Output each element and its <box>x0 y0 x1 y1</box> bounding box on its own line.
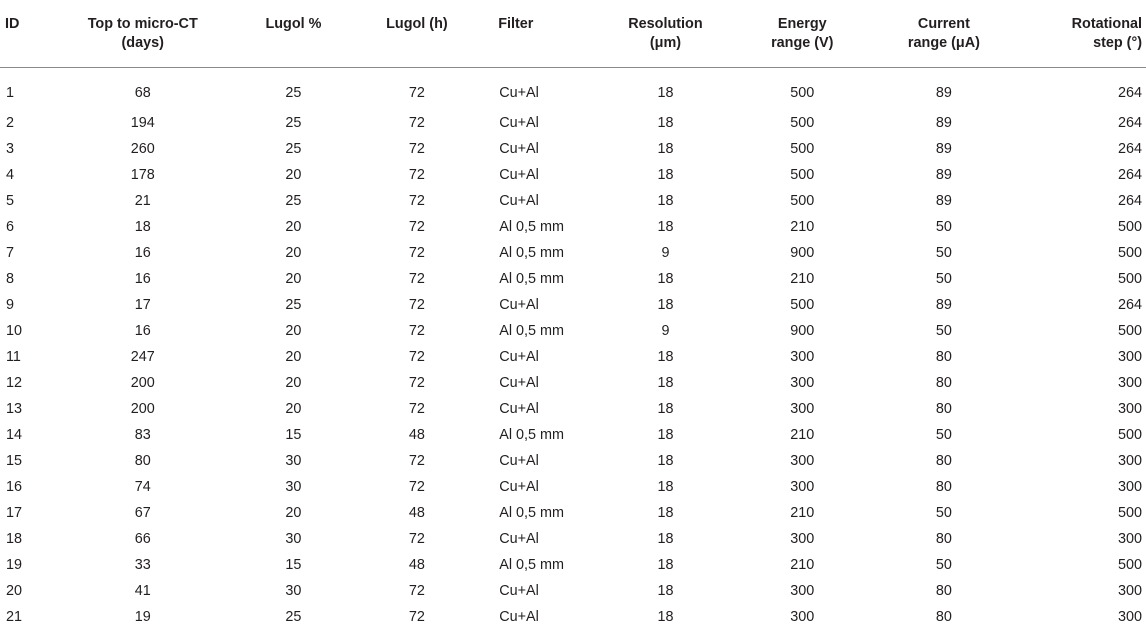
table-row <box>0 604 1146 630</box>
table-row <box>0 240 1146 266</box>
cell-id: 7 <box>6 244 15 261</box>
cell-top-to-micro-ct: 67 <box>134 504 151 521</box>
cell-lugol-percent: 25 <box>285 296 302 313</box>
cell-energy-range: 300 <box>790 374 815 391</box>
cell-rotational-step: 500 <box>1117 556 1142 573</box>
cell-resolution: 18 <box>657 452 674 469</box>
cell-filter: Cu+Al <box>499 192 539 209</box>
table-row <box>0 526 1146 552</box>
table-row <box>0 474 1146 500</box>
cell-id: 10 <box>6 322 23 339</box>
cell-rotational-step: 500 <box>1117 504 1142 521</box>
table-row <box>0 136 1146 162</box>
table-row <box>0 214 1146 240</box>
cell-current-range: 50 <box>935 244 952 261</box>
cell-energy-range: 210 <box>790 504 815 521</box>
cell-energy-range: 500 <box>790 114 815 131</box>
cell-current-range: 89 <box>935 166 952 183</box>
cell-top-to-micro-ct: 83 <box>134 426 151 443</box>
cell-rotational-step: 264 <box>1117 192 1142 209</box>
header-row <box>0 0 1146 67</box>
cell-lugol-hours: 48 <box>408 556 425 573</box>
cell-lugol-hours: 72 <box>408 192 425 209</box>
cell-id: 5 <box>6 192 15 209</box>
cell-top-to-micro-ct: 19 <box>134 608 151 625</box>
cell-current-range: 89 <box>935 84 952 101</box>
cell-top-to-micro-ct: 21 <box>134 192 151 209</box>
table-row <box>0 292 1146 318</box>
cell-lugol-percent: 30 <box>285 452 302 469</box>
cell-top-to-micro-ct: 80 <box>134 452 151 469</box>
cell-current-range: 50 <box>935 270 952 287</box>
cell-filter: Cu+Al <box>499 582 539 599</box>
cell-energy-range: 210 <box>790 426 815 443</box>
cell-resolution: 18 <box>657 166 674 183</box>
cell-lugol-percent: 15 <box>285 556 302 573</box>
cell-lugol-hours: 48 <box>408 426 425 443</box>
cell-rotational-step: 300 <box>1117 348 1142 365</box>
cell-id: 13 <box>6 400 23 417</box>
table-row <box>0 110 1146 136</box>
cell-lugol-hours: 72 <box>408 348 425 365</box>
cell-resolution: 18 <box>657 270 674 287</box>
table-row <box>0 500 1146 526</box>
cell-top-to-micro-ct: 17 <box>134 296 151 313</box>
cell-top-to-micro-ct: 16 <box>134 270 151 287</box>
cell-lugol-percent: 25 <box>285 114 302 131</box>
cell-top-to-micro-ct: 68 <box>134 84 151 101</box>
cell-id: 11 <box>6 348 21 365</box>
cell-filter: Al 0,5 mm <box>499 504 564 521</box>
cell-filter: Cu+Al <box>499 452 539 469</box>
cell-resolution: 9 <box>661 244 670 261</box>
cell-id: 19 <box>6 556 23 573</box>
cell-rotational-step: 264 <box>1117 140 1142 157</box>
cell-id: 1 <box>6 84 15 101</box>
cell-energy-range: 300 <box>790 530 815 547</box>
header-id: ID <box>0 0 64 67</box>
cell-current-range: 80 <box>935 452 952 469</box>
table-row <box>0 396 1146 422</box>
cell-lugol-percent: 25 <box>285 84 302 101</box>
cell-id: 16 <box>6 478 23 495</box>
cell-current-range: 89 <box>935 192 952 209</box>
cell-current-range: 50 <box>935 322 952 339</box>
cell-filter: Cu+Al <box>499 84 539 101</box>
cell-lugol-percent: 20 <box>285 504 302 521</box>
cell-current-range: 80 <box>935 530 952 547</box>
header-lugol-hours: Lugol (h) <box>366 0 469 67</box>
cell-lugol-percent: 30 <box>285 530 302 547</box>
cell-lugol-percent: 25 <box>285 192 302 209</box>
cell-filter: Cu+Al <box>499 114 539 131</box>
cell-resolution: 18 <box>657 84 674 101</box>
cell-current-range: 80 <box>935 400 952 417</box>
header-rotational-step: Rotational step (°) <box>1018 0 1146 67</box>
table-row <box>0 162 1146 188</box>
cell-current-range: 50 <box>935 556 952 573</box>
cell-lugol-percent: 25 <box>285 608 302 625</box>
cell-filter: Al 0,5 mm <box>499 244 564 261</box>
cell-lugol-percent: 30 <box>285 478 302 495</box>
cell-resolution: 18 <box>657 296 674 313</box>
cell-lugol-percent: 20 <box>285 374 302 391</box>
cell-current-range: 89 <box>935 140 952 157</box>
table-row <box>0 266 1146 292</box>
cell-lugol-hours: 72 <box>408 400 425 417</box>
header-filter: Filter <box>468 0 596 67</box>
cell-id: 18 <box>6 530 23 547</box>
cell-top-to-micro-ct: 194 <box>130 114 155 131</box>
cell-rotational-step: 500 <box>1117 218 1142 235</box>
cell-energy-range: 300 <box>790 400 815 417</box>
cell-lugol-hours: 72 <box>408 296 425 313</box>
cell-rotational-step: 300 <box>1117 400 1142 417</box>
cell-lugol-percent: 15 <box>285 426 302 443</box>
cell-energy-range: 500 <box>790 296 815 313</box>
cell-rotational-step: 500 <box>1117 270 1142 287</box>
cell-lugol-percent: 25 <box>285 140 302 157</box>
cell-rotational-step: 264 <box>1117 114 1142 131</box>
cell-energy-range: 210 <box>790 218 815 235</box>
cell-current-range: 80 <box>935 478 952 495</box>
cell-filter: Cu+Al <box>499 166 539 183</box>
cell-rotational-step: 264 <box>1117 166 1142 183</box>
table-row <box>0 188 1146 214</box>
cell-energy-range: 300 <box>790 348 815 365</box>
cell-filter: Cu+Al <box>499 374 539 391</box>
cell-top-to-micro-ct: 16 <box>134 244 151 261</box>
cell-current-range: 80 <box>935 374 952 391</box>
cell-rotational-step: 300 <box>1117 582 1142 599</box>
cell-rotational-step: 264 <box>1117 84 1142 101</box>
cell-energy-range: 500 <box>790 192 815 209</box>
table-row <box>0 422 1146 448</box>
cell-top-to-micro-ct: 247 <box>130 348 155 365</box>
cell-id: 12 <box>6 374 23 391</box>
cell-rotational-step: 300 <box>1117 374 1142 391</box>
cell-lugol-hours: 72 <box>408 374 425 391</box>
cell-top-to-micro-ct: 200 <box>130 374 155 391</box>
cell-top-to-micro-ct: 66 <box>134 530 151 547</box>
cell-lugol-percent: 30 <box>285 582 302 599</box>
cell-energy-range: 300 <box>790 478 815 495</box>
cell-lugol-percent: 20 <box>285 348 302 365</box>
table-row <box>0 318 1146 344</box>
cell-id: 17 <box>6 504 23 521</box>
cell-lugol-hours: 72 <box>408 218 425 235</box>
cell-current-range: 50 <box>935 504 952 521</box>
cell-energy-range: 500 <box>790 140 815 157</box>
cell-energy-range: 900 <box>790 322 815 339</box>
cell-lugol-hours: 72 <box>408 166 425 183</box>
cell-resolution: 18 <box>657 608 674 625</box>
cell-lugol-hours: 72 <box>408 478 425 495</box>
cell-lugol-hours: 72 <box>408 530 425 547</box>
cell-energy-range: 210 <box>790 556 815 573</box>
cell-filter: Al 0,5 mm <box>499 218 564 235</box>
cell-resolution: 9 <box>661 322 670 339</box>
cell-resolution: 18 <box>657 374 674 391</box>
header-resolution: Resolution (μm) <box>597 0 735 67</box>
table-row <box>0 552 1146 578</box>
cell-filter: Al 0,5 mm <box>499 426 564 443</box>
table-row <box>0 578 1146 604</box>
table-row <box>0 67 1146 110</box>
table-body <box>0 67 1146 630</box>
cell-top-to-micro-ct: 16 <box>134 322 151 339</box>
cell-id: 14 <box>6 426 23 443</box>
cell-filter: Cu+Al <box>499 348 539 365</box>
cell-filter: Al 0,5 mm <box>499 556 564 573</box>
cell-filter: Cu+Al <box>499 400 539 417</box>
cell-resolution: 18 <box>657 218 674 235</box>
cell-id: 9 <box>6 296 15 313</box>
cell-lugol-hours: 72 <box>408 452 425 469</box>
cell-resolution: 18 <box>657 192 674 209</box>
cell-lugol-percent: 20 <box>285 322 302 339</box>
cell-energy-range: 210 <box>790 270 815 287</box>
cell-resolution: 18 <box>657 348 674 365</box>
cell-filter: Cu+Al <box>499 296 539 313</box>
cell-id: 6 <box>6 218 15 235</box>
cell-current-range: 80 <box>935 608 952 625</box>
cell-rotational-step: 300 <box>1117 478 1142 495</box>
cell-current-range: 80 <box>935 348 952 365</box>
header-top-to-micro-ct: Top to micro-CT (days) <box>64 0 221 67</box>
cell-lugol-percent: 20 <box>285 166 302 183</box>
table-header <box>0 0 1146 67</box>
header-lugol-percent: Lugol % <box>221 0 365 67</box>
cell-current-range: 89 <box>935 296 952 313</box>
cell-lugol-percent: 20 <box>285 244 302 261</box>
cell-rotational-step: 500 <box>1117 322 1142 339</box>
cell-resolution: 18 <box>657 400 674 417</box>
cell-lugol-hours: 72 <box>408 270 425 287</box>
table-row <box>0 344 1146 370</box>
cell-energy-range: 300 <box>790 582 815 599</box>
cell-current-range: 89 <box>935 114 952 131</box>
table-row <box>0 370 1146 396</box>
cell-rotational-step: 300 <box>1117 608 1142 625</box>
cell-resolution: 18 <box>657 114 674 131</box>
cell-resolution: 18 <box>657 426 674 443</box>
cell-lugol-hours: 72 <box>408 140 425 157</box>
cell-current-range: 50 <box>935 426 952 443</box>
cell-id: 8 <box>6 270 15 287</box>
cell-energy-range: 300 <box>790 608 815 625</box>
cell-resolution: 18 <box>657 582 674 599</box>
cell-resolution: 18 <box>657 478 674 495</box>
cell-top-to-micro-ct: 200 <box>130 400 155 417</box>
cell-top-to-micro-ct: 18 <box>134 218 151 235</box>
cell-energy-range: 900 <box>790 244 815 261</box>
cell-rotational-step: 500 <box>1117 426 1142 443</box>
cell-filter: Cu+Al <box>499 530 539 547</box>
table-row <box>0 448 1146 474</box>
cell-top-to-micro-ct: 41 <box>134 582 151 599</box>
cell-id: 4 <box>6 166 15 183</box>
cell-lugol-hours: 72 <box>408 244 425 261</box>
cell-lugol-hours: 72 <box>408 322 425 339</box>
cell-rotational-step: 500 <box>1117 244 1142 261</box>
header-energy-range: Energy range (V) <box>734 0 870 67</box>
cell-current-range: 50 <box>935 218 952 235</box>
cell-filter: Al 0,5 mm <box>499 322 564 339</box>
cell-energy-range: 500 <box>790 166 815 183</box>
cell-resolution: 18 <box>657 140 674 157</box>
cell-rotational-step: 300 <box>1117 452 1142 469</box>
cell-lugol-hours: 72 <box>408 84 425 101</box>
cell-energy-range: 500 <box>790 84 815 101</box>
cell-id: 20 <box>6 582 23 599</box>
cell-lugol-hours: 72 <box>408 114 425 131</box>
cell-energy-range: 300 <box>790 452 815 469</box>
cell-lugol-percent: 20 <box>285 270 302 287</box>
cell-id: 15 <box>6 452 23 469</box>
cell-rotational-step: 264 <box>1117 296 1142 313</box>
cell-filter: Cu+Al <box>499 478 539 495</box>
cell-id: 3 <box>6 140 15 157</box>
cell-lugol-percent: 20 <box>285 400 302 417</box>
cell-top-to-micro-ct: 33 <box>134 556 151 573</box>
cell-filter: Cu+Al <box>499 140 539 157</box>
cell-filter: Cu+Al <box>499 608 539 625</box>
cell-id: 21 <box>6 608 23 625</box>
cell-lugol-hours: 72 <box>408 582 425 599</box>
cell-lugol-hours: 48 <box>408 504 425 521</box>
cell-lugol-hours: 72 <box>408 608 425 625</box>
cell-rotational-step: 300 <box>1117 530 1142 547</box>
cell-resolution: 18 <box>657 530 674 547</box>
cell-resolution: 18 <box>657 504 674 521</box>
cell-resolution: 18 <box>657 556 674 573</box>
cell-lugol-percent: 20 <box>285 218 302 235</box>
cell-id: 2 <box>6 114 15 131</box>
cell-current-range: 80 <box>935 582 952 599</box>
cell-top-to-micro-ct: 74 <box>134 478 151 495</box>
cell-top-to-micro-ct: 178 <box>130 166 155 183</box>
cell-top-to-micro-ct: 260 <box>130 140 155 157</box>
header-current-range: Current range (μA) <box>870 0 1018 67</box>
cell-filter: Al 0,5 mm <box>499 270 564 287</box>
